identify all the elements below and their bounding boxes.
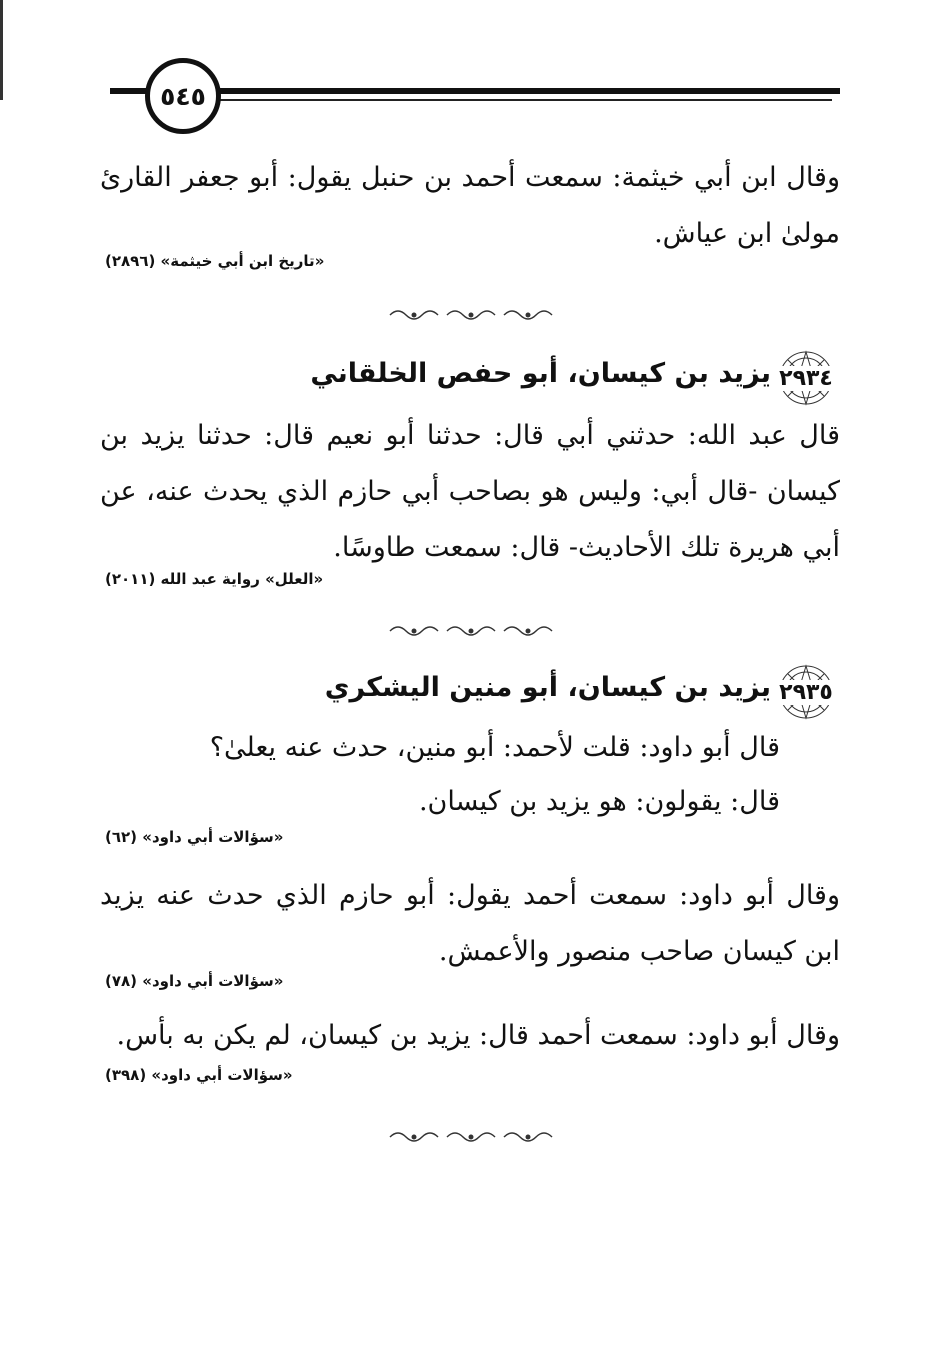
header-rule-right bbox=[220, 88, 840, 94]
entry-title: يزيد بن كيسان، أبو منين اليشكري bbox=[324, 672, 771, 703]
entry-number: ٢٩٣٤ bbox=[779, 365, 833, 391]
source-citation: «سؤالات أبي داود» (٣٩٨) bbox=[105, 1066, 293, 1084]
entry-number-badge bbox=[772, 662, 840, 722]
entry-number-badge bbox=[772, 348, 840, 408]
ornament-divider bbox=[385, 306, 555, 324]
entry-text-block bbox=[100, 1016, 840, 1056]
source-citation: «سؤالات أبي داود» (٦٢) bbox=[105, 828, 284, 846]
source-citation: «العلل» رواية عبد الله (٢٠١١) bbox=[105, 570, 324, 588]
source-citation: «سؤالات أبي داود» (٧٨) bbox=[105, 972, 284, 990]
ornament-divider bbox=[385, 622, 555, 640]
ornament-icon bbox=[385, 622, 555, 640]
paragraph: وقال ابن أبي خيثمة: سمعت أحمد بن حنبل يقول: أبو جعفر القارئ مولىٰ ابن عياش. bbox=[100, 162, 840, 249]
ornament-icon bbox=[385, 1128, 555, 1146]
ornament-icon bbox=[385, 306, 555, 324]
header-rule-left bbox=[110, 88, 150, 94]
paragraph-line: قال أبو داود: قلت لأحمد: أبو منين، حدث عنه يعلىٰ؟ bbox=[209, 732, 780, 763]
header-rule-thin bbox=[220, 99, 832, 101]
source-citation: «تاريخ ابن أبي خيثمة» (٢٨٩٦) bbox=[105, 252, 325, 270]
paragraph: وقال أبو داود: سمعت أحمد قال: يزيد بن كيسان، لم يكن به بأس. bbox=[116, 1020, 840, 1051]
entry-text-block bbox=[100, 728, 840, 768]
paragraph: قال عبد الله: حدثني أبي قال: حدثنا أبو نعيم قال: حدثنا يزيد بن كيسان -قال أبي: وليس هو بصاحب أبي حازم الذي يحدث عنه، عن أبي هريرة تلك الأحاديث- قال: سمعت طاوسًا. bbox=[100, 420, 840, 563]
entry-number: ٢٩٣٥ bbox=[779, 679, 833, 705]
entry-text-block bbox=[100, 782, 840, 822]
paragraph: وقال أبو داود: سمعت أحمد يقول: أبو حازم الذي حدث عنه يزيد ابن كيسان صاحب منصور والأعمش. bbox=[100, 880, 840, 967]
entry-text-block bbox=[100, 408, 840, 576]
entry-title: يزيد بن كيسان، أبو حفص الخلقاني bbox=[310, 358, 771, 389]
continuation-block bbox=[100, 150, 840, 262]
paragraph-line: قال: يقولون: هو يزيد بن كيسان. bbox=[418, 786, 780, 817]
scan-edge-mark bbox=[0, 0, 3, 100]
entry-text-block bbox=[100, 868, 840, 980]
page-number: ٥٤٥ bbox=[145, 58, 221, 134]
ornament-divider bbox=[385, 1128, 555, 1146]
